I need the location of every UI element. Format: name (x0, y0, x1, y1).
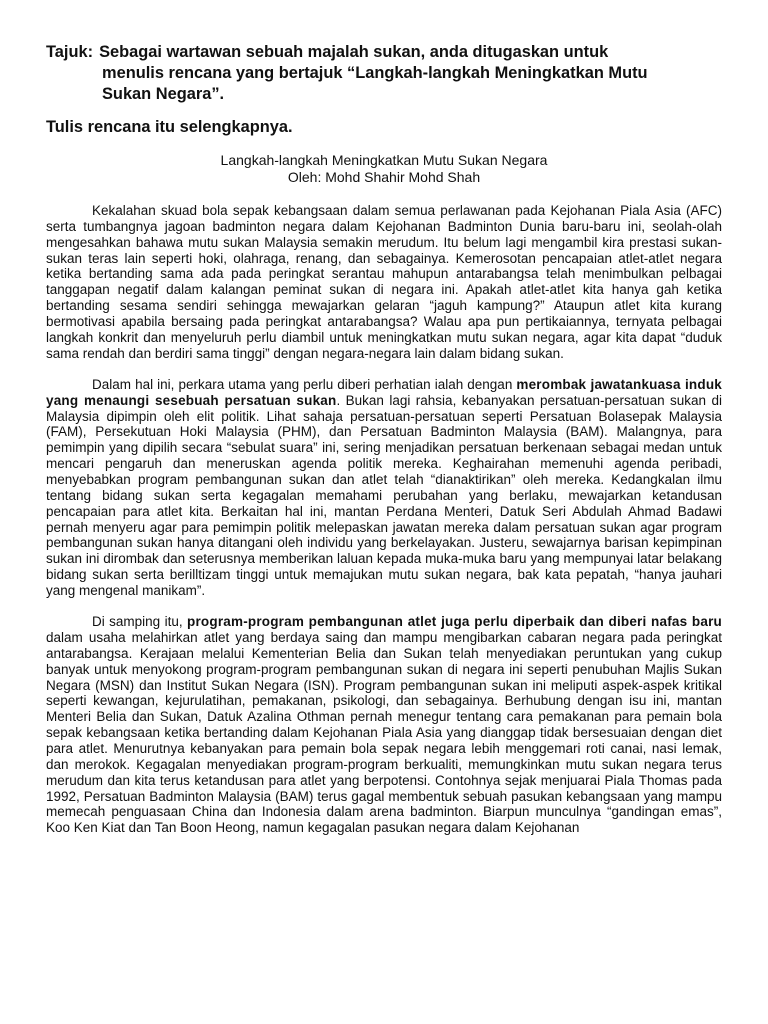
paragraph-3-intro: Di samping itu, (92, 614, 183, 630)
paragraph-3-body: dalam usaha melahirkan atlet yang berdaya saing dan mampu mengibarkan cabaran negara pada peringkat antarabangsa. Kerajaan melalui Kementerian Belia dan Sukan telah menyediakan peruntukan yang cukup banyak untuk menyokong program-program pembangunan sukan di negara ini seperti penubuhan Majlis Sukan Negara (MSN) dan Institut Sukan Negara (ISN). Program pembangunan sukan ini meliputi aspek-aspek kritikal seperti kewangan, kejurulatihan, pemakanan, psikologi, dan sebagainya. Berhubung dengan isu ini, mantan Menteri Belia dan Sukan, Datuk Azalina Othman pernah menegur tentang cara pemakanan para pemain bola sepak kebangsaan ketika bertanding dalam Kejohanan Piala Asia yang dianggap tidak bersesuaian dengan diet para atlet. Menurutnya kebanyakan para pemain bola sepak negara lebih menggemari roti canai, nasi lemak, dan merokok. Kegagalan menyediakan program-program berkualiti, memungkinkan mutu sukan negara terus merudum dan kita terus ketandusan para atlet yang berpotensi. Contohnya sejak menjuarai Piala Thomas pada 1992, Persatuan Badminton Malaysia (BAM) terus gagal membentuk sebuah pasukan kebangsaan yang mampu memecah penguasaan China dan Indonesia dalam arena badminton. Biarpun munculnya “gandingan emas”, Koo Ken Kiat dan Tan Boon Heong, namun kegagalan pasukan negara dalam Kejohanan (46, 630, 722, 836)
task-label: Tajuk: (46, 43, 94, 61)
task-block (46, 42, 722, 105)
task-instruction: Tulis rencana itu selengkapnya. (46, 118, 293, 136)
article-paragraph-1: Kekalahan skuad bola sepak kebangsaan dalam semua perlawanan pada Kejohanan Piala Asia (AFC) serta tumbangnya jagoan badminton negara dalam Kejohanan Badminton Dunia baru-baru ini, seolah-olah mengesahkan bahawa mutu sukan Malaysia semakin merudum. Itu belum lagi mengambil kira prestasi sukan-sukan teras lain seperti hoki, olahraga, renang, dan sebagainya. Kemerosotan pencapaian atlet-atlet negara ketika bertanding sama ada pada peringkat serantau mahupun antarabangsa telah menimbulkan pelbagai tanggapan negatif dalam kalangan peminat sukan di negara ini. Apakah atlet-atlet kita hanya gah ketika bertanding sesama sendiri sehingga mewajarkan gelaran “jaguh kampung?” Ataupun atlet kita kurang bermotivasi apabila bersaing pada peringkat antarabangsa? Walau apa pun pertikaiannya, ternyata pelbagai langkah konkrit dan menyeluruh perlu diambil untuk meningkatkan mutu sukan negara, agar kita dapat “duduk sama rendah dan berdiri sama tinggi” dengan negara-negara lain dalam bidang sukan. (46, 203, 722, 361)
task-first-row (46, 42, 722, 63)
task-line-1: Sebagai wartawan sebuah majalah sukan, anda ditugaskan untuk (99, 43, 609, 61)
article-paragraph-3 (46, 614, 722, 836)
task-line-3: Sukan Negara”. (102, 85, 225, 103)
paragraph-2-body: . Bukan lagi rahsia, kebanyakan persatuan-persatuan sukan di Malaysia dipimpin oleh elit politik. Lihat sahaja persatuan-persatuan seperti Persatuan Bolasepak Malaysia (FAM), Persekutuan Hoki Malaysia (PHM), dan Persatuan Badminton Malaysia (BAM). Malangnya, para pemimpin yang dipilih secara “sebulat suara” ini, sering menjadikan persatuan berkenaan sebagai medan untuk mencari pengaruh dan meneruskan agenda politik mereka. Keghairahan memenuhi agenda peribadi, menyebabkan program pembangunan sukan dan atlet telah “dianaktirikan” oleh mereka. Kedangkalan ilmu tentang bidang sukan serta kegagalan memahami perubahan yang berlaku, mewajarkan ketandusan pencapaian para atlet kita. Berkaitan hal ini, mantan Perdana Menteri, Datuk Seri Abdulah Ahmad Badawi pernah menyeru agar para pemimpin politik melepaskan jawatan mereka dalam persatuan sukan agar program pembangunan sukan hanya ditangani oleh individu yang berkelayakan. Justeru, sewajarnya barisan kepimpinan sukan ini dirombak dan seterusnya memberikan laluan kepada muka-muka baru yang mempunyai latar belakang bidang sukan serta berilltizam tinggi untuk memajukan mutu sukan negara, bak kata pepatah, “hanya jauhari yang mengenal manikam”. (46, 392, 722, 598)
article-title: Langkah-langkah Meningkatkan Mutu Sukan Negara (220, 152, 548, 168)
task-line-2: menulis rencana yang bertajuk “Langkah-langkah Meningkatkan Mutu (102, 64, 648, 82)
article-paragraph-2 (46, 377, 722, 599)
article-byline: Oleh: Mohd Shahir Mohd Shah (287, 169, 481, 185)
paragraph-2-highlight: merombak jawatankuasa induk yang menaungi sesebuah persatuan sukan (46, 376, 722, 408)
paragraph-2-intro: Dalam hal ini, perkara utama yang perlu diberi perhatian ialah dengan (92, 376, 513, 392)
paragraph-3-highlight: program-program pembangunan atlet juga perlu diperbaik dan diberi nafas baru (187, 614, 722, 630)
